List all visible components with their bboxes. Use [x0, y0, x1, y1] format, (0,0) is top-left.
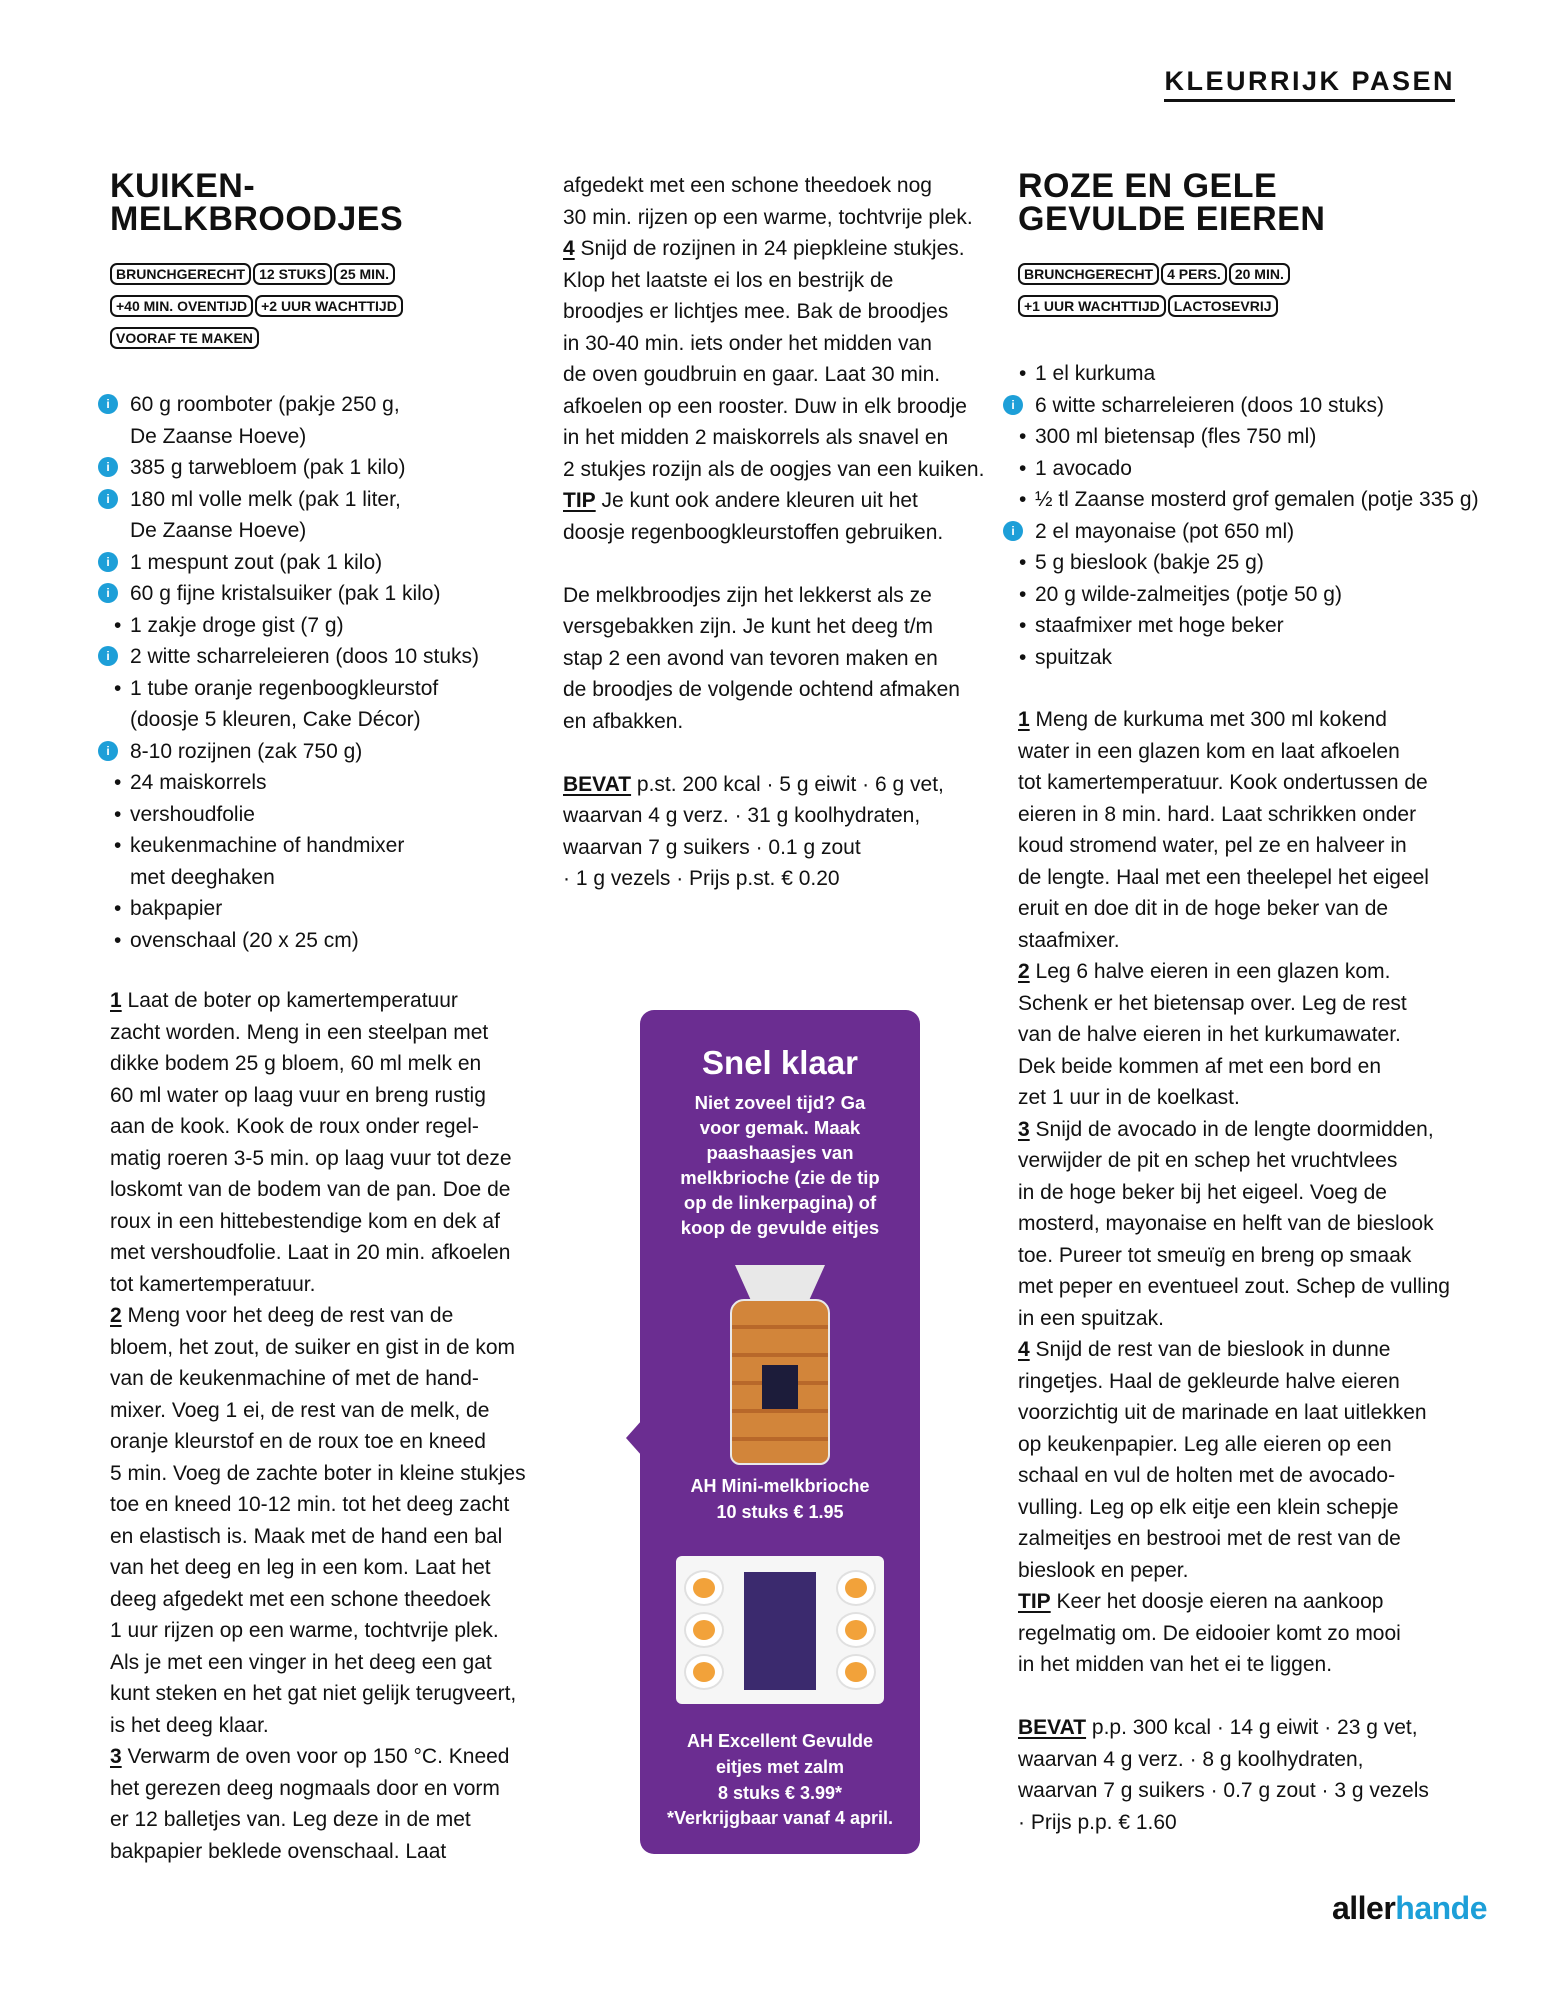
ingredient-item: [100, 893, 540, 925]
tip-label: TIP: [1018, 1590, 1051, 1613]
text-line: Snijd de rozijnen in 24 piepkleine stukjes.: [580, 237, 965, 260]
tag: BRUNCHGERECHT: [1018, 263, 1159, 285]
tip: [1018, 1586, 1488, 1681]
ingredient-line: 180 ml volle melk (pak 1 liter,: [130, 487, 401, 511]
tip: [563, 485, 1003, 548]
ingredient-line: (doosje 5 kleuren, Cake Décor): [130, 708, 421, 731]
recipe2-title-line: ROZE EN GELE: [1018, 167, 1278, 205]
text-line: doosje regenboogkleurstoffen gebruiken.: [563, 520, 944, 544]
ingredient-line: ½ tl Zaanse mosterd grof gemalen (potje 335 g): [1035, 488, 1479, 511]
ingredient-item: [100, 736, 540, 768]
ingredient-line: vershoudfolie: [130, 802, 255, 826]
text-line: de oven goudbruin en gaar. Laat 30 min.: [563, 363, 941, 386]
text-line: 5 min. Voeg de zachte boter in kleine stukjes: [110, 1461, 526, 1485]
ah-basis-icon: i: [98, 394, 118, 414]
text-line: mixer. Voeg 1 ei, de rest van de melk, de: [110, 1398, 490, 1422]
text-line: afkoelen op een rooster. Duw in elk broodje: [563, 394, 967, 418]
ingredient-line: keukenmachine of handmixer: [130, 834, 405, 857]
spacer: [563, 737, 1003, 769]
text-line: toe en kneed 10-12 min. tot het deeg zacht: [110, 1493, 510, 1516]
text-line: schaal en vul de holten met de avocado-: [1018, 1464, 1396, 1487]
text-line: toe. Pureer tot smeuïg en breng op smaak: [1018, 1243, 1412, 1267]
text-line: zet 1 uur in de koelkast.: [1018, 1086, 1240, 1109]
text-line: en afbakken.: [563, 709, 684, 733]
text-line: 1 uur rijzen op een warme, tochtvrije plek.: [110, 1619, 499, 1642]
text-line: paashaasjes van: [706, 1142, 854, 1163]
text-line: Dek beide kommen af met een bord en: [1018, 1054, 1382, 1078]
recipe2-tags: [1018, 263, 1438, 327]
tray-label-graphic: [744, 1572, 816, 1690]
tag: BRUNCHGERECHT: [110, 263, 251, 285]
text-line: en elastisch is. Maak met de hand een bal: [110, 1524, 503, 1548]
recipe2-title-line: GEVULDE EIEREN: [1018, 200, 1326, 238]
promo-title: Snel klaar: [702, 1044, 858, 1081]
recipe1-title-line: KUIKEN-: [110, 167, 256, 205]
ah-basis-icon: i: [1003, 395, 1023, 415]
ah-basis-icon: i: [98, 489, 118, 509]
ah-basis-icon: i: [98, 646, 118, 666]
recipe1-tags: [110, 263, 530, 359]
text-line: verwijder de pit en schep het vruchtvlees: [1018, 1149, 1398, 1172]
text-line: · Prijs p.p. € 1.60: [1018, 1810, 1177, 1834]
brioche-bag-image: [730, 1265, 830, 1465]
filled-eggs-tray-image: [676, 1556, 884, 1704]
text-line: 2 stukjes rozijn als de oogjes van een kuiken.: [563, 457, 985, 481]
egg-image: [838, 1572, 874, 1604]
recipe-note: [563, 580, 1003, 738]
recipe2-ingredients: [1005, 358, 1485, 673]
text-line: op de linkerpagina) of: [683, 1192, 877, 1213]
text-line: het gerezen deeg nogmaals door en vorm: [110, 1776, 500, 1800]
text-line: in 30-40 min. iets onder het midden van: [563, 331, 932, 355]
tag: 4 PERS.: [1161, 263, 1227, 285]
text-line: p.st. 200 kcal · 5 g eiwit · 6 g vet,: [636, 772, 944, 796]
tag: +1 UUR WACHTTIJD: [1018, 295, 1166, 317]
ingredient-item: [100, 799, 540, 831]
ingredient-item: [100, 578, 540, 610]
recipe-step: [1018, 1334, 1488, 1586]
recipe2-steps: [1018, 704, 1488, 1838]
text-line: tot kamertemperatuur. Kook ondertussen de: [1018, 771, 1428, 794]
ingredient-line: De Zaanse Hoeve): [130, 519, 307, 542]
text-line: waarvan 4 g verz. · 8 g koolhydraten,: [1018, 1747, 1364, 1771]
ingredient-item: [1005, 390, 1485, 422]
step-number: 2: [1018, 960, 1030, 983]
text-line: Klop het laatste ei los en bestrijk de: [563, 268, 894, 292]
text-line: in het midden 2 maiskorrels als snavel en: [563, 426, 949, 449]
text-line: Je kunt ook andere kleuren uit het: [601, 489, 918, 512]
ingredient-line: ovenschaal (20 x 25 cm): [130, 928, 359, 952]
ah-basis-icon: i: [98, 583, 118, 603]
tag: +2 UUR WACHTTIJD: [255, 295, 403, 317]
step-number: 4: [563, 237, 575, 260]
text-line: vulling. Leg op elk eitje een klein schepje: [1018, 1495, 1399, 1519]
text-line: Leg 6 halve eieren in een glazen kom.: [1035, 960, 1391, 983]
ingredient-item: [100, 767, 540, 799]
ingredient-line: 60 g roomboter (pakje 250 g,: [130, 393, 400, 416]
text-line: van de keukenmachine of met de hand-: [110, 1367, 479, 1390]
text-line: is het deeg klaar.: [110, 1713, 269, 1737]
ingredient-item: [1005, 453, 1485, 485]
text-line: stap 2 een avond van tevoren maken en: [563, 646, 938, 670]
recipe-step: [1018, 704, 1488, 956]
text-line: Schenk er het bietensap over. Leg de rest: [1018, 991, 1407, 1015]
nutrition: [563, 769, 1003, 895]
ingredient-item: [1005, 516, 1485, 548]
ingredient-line: 1 mespunt zout (pak 1 kilo): [130, 550, 383, 574]
step-continuation: [563, 170, 1003, 233]
recipe1-title-line: MELKBROODJES: [110, 200, 404, 238]
text-line: 30 min. rijzen op een warme, tochtvrije plek.: [563, 205, 973, 229]
bag-label-graphic: [762, 1365, 798, 1409]
text-line: AH Mini-melkbrioche: [690, 1476, 870, 1496]
egg-image: [686, 1572, 722, 1604]
allerhande-logo: [1332, 1890, 1487, 1927]
text-line: Niet zoveel tijd? Ga: [694, 1092, 866, 1113]
text-line: eitjes met zalm: [715, 1757, 845, 1777]
text-line: 10 stuks € 1.95: [716, 1502, 844, 1522]
tag: 25 MIN.: [334, 263, 395, 285]
promo-note: *Verkrijgbaar vanaf 4 april.: [666, 1808, 894, 1828]
ingredient-item: [1005, 547, 1485, 579]
text-line: koud stromend water, pel ze en halveer in: [1018, 834, 1407, 857]
text-line: de lengte. Haal met een theelepel het eigeel: [1018, 865, 1429, 889]
section-label: KLEURRIJK PASEN: [1164, 66, 1455, 102]
text-line: zacht worden. Meng in een steelpan met: [110, 1020, 489, 1044]
ingredient-line: 300 ml bietensap (fles 750 ml): [1035, 425, 1317, 448]
text-line: melkbrioche (zie de tip: [680, 1167, 880, 1188]
text-line: waarvan 7 g suikers · 0.7 g zout · 3 g vezels: [1018, 1779, 1429, 1802]
text-line: bieslook en peper.: [1018, 1558, 1189, 1582]
text-line: in een spuitzak.: [1018, 1306, 1164, 1330]
ingredient-line: 8-10 rozijnen (zak 750 g): [130, 739, 363, 763]
step-number: 2: [110, 1304, 122, 1327]
text-line: versgebakken zijn. Je kunt het deeg t/m: [563, 615, 934, 638]
text-line: Snijd de rest van de bieslook in dunne: [1035, 1338, 1391, 1361]
promo-product-1: [650, 1473, 910, 1525]
text-line: aan de kook. Kook de roux onder regel-: [110, 1115, 479, 1138]
text-line: voor gemak. Maak: [699, 1117, 861, 1138]
recipe-step: [110, 1741, 550, 1867]
ingredient-item: [100, 925, 540, 957]
recipe1-title: [110, 167, 404, 238]
ingredient-line: De Zaanse Hoeve): [130, 424, 307, 448]
spacer: [563, 548, 1003, 580]
nutrition-label: BEVAT: [563, 772, 632, 796]
logo-part: aller: [1331, 1890, 1396, 1926]
text-line: er 12 balletjes van. Leg deze in de met: [110, 1808, 471, 1831]
step-number: 3: [1018, 1117, 1030, 1141]
text-line: van de halve eieren in het kurkumawater.: [1018, 1023, 1401, 1046]
logo-part: hande: [1395, 1890, 1487, 1926]
ingredient-line: bakpapier: [130, 897, 223, 920]
step-number: 1: [1018, 708, 1030, 731]
recipe-step: [1018, 1114, 1488, 1335]
text-line: Keer het doosje eieren na aankoop: [1056, 1590, 1384, 1613]
text-line: regelmatig om. De eidooier komt zo mooi: [1018, 1621, 1401, 1645]
nutrition-label: BEVAT: [1018, 1716, 1087, 1739]
text-line: afgedekt met een schone theedoek nog: [563, 174, 932, 197]
recipe-step: [563, 233, 1003, 485]
text-line: op keukenpapier. Leg alle eieren op een: [1018, 1432, 1392, 1456]
text-line: 60 ml water op laag vuur en breng rustig: [110, 1083, 486, 1107]
ingredient-line: 24 maiskorrels: [130, 771, 267, 794]
recipe2-title: [1018, 167, 1326, 238]
tag: 12 STUKS: [253, 263, 332, 285]
text-line: Laat de boter op kamertemperatuur: [127, 989, 458, 1012]
ingredient-item: [1005, 358, 1485, 390]
ah-basis-icon: i: [1003, 521, 1023, 541]
ingredient-line: 2 el mayonaise (pot 650 ml): [1035, 519, 1295, 543]
ingredient-line: met deeghaken: [130, 865, 275, 889]
text-line: in de hoge beker bij het eigeel. Voeg de: [1018, 1180, 1387, 1204]
tag: LACTOSEVRIJ: [1168, 295, 1278, 317]
text-line: in het midden van het ei te liggen.: [1018, 1653, 1333, 1676]
step-number: 3: [110, 1745, 122, 1768]
text-line: Verwarm de oven voor op 150 °C. Kneed: [127, 1745, 510, 1768]
text-line: tot kamertemperatuur.: [110, 1272, 316, 1296]
ingredient-line: 2 witte scharreleieren (doos 10 stuks): [130, 645, 479, 668]
ingredient-item: [100, 389, 540, 452]
promo-pointer: [626, 1420, 642, 1456]
text-line: staafmixer.: [1018, 928, 1120, 952]
text-line: Meng voor het deeg de rest van de: [127, 1304, 454, 1327]
egg-image: [838, 1614, 874, 1646]
text-line: De melkbroodjes zijn het lekkerst als ze: [563, 583, 932, 607]
ingredient-line: 1 el kurkuma: [1035, 362, 1156, 385]
step-number: 4: [1018, 1338, 1030, 1361]
text-line: broodjes er lichtjes mee. Bak de broodjes: [563, 300, 949, 323]
text-line: zalmeitjes en bestrooi met de rest van de: [1018, 1527, 1401, 1550]
nutrition: [1018, 1712, 1488, 1838]
text-line: voorzichtig uit de marinade en laat uitlekken: [1018, 1401, 1427, 1424]
ingredient-item: [1005, 642, 1485, 674]
text-line: waarvan 4 g verz. · 31 g koolhydraten,: [563, 804, 921, 827]
text-line: oranje kleurstof en de roux toe en kneed: [110, 1430, 486, 1453]
ingredient-line: 60 g fijne kristalsuiker (pak 1 kilo): [130, 582, 441, 605]
text-line: Als je met een vinger in het deeg een gat: [110, 1650, 492, 1674]
tag: VOORAF TE MAKEN: [110, 327, 259, 349]
recipe1-steps-col1: [110, 985, 550, 1867]
ingredient-line: 1 tube oranje regenboogkleurstof: [130, 676, 439, 700]
egg-image: [686, 1614, 722, 1646]
ingredient-item: [100, 452, 540, 484]
text-line: de broodjes de volgende ochtend afmaken: [563, 678, 960, 701]
ingredient-item: [100, 484, 540, 547]
egg-image: [838, 1656, 874, 1688]
ingredient-item: [100, 641, 540, 673]
ah-basis-icon: i: [98, 552, 118, 572]
text-line: Snijd de avocado in de lengte doormidden,: [1035, 1117, 1434, 1141]
ingredient-item: [1005, 610, 1485, 642]
ingredient-line: 1 zakje droge gist (7 g): [130, 613, 344, 637]
spacer: [1018, 1681, 1488, 1713]
ingredient-item: [100, 830, 540, 893]
tag: 20 MIN.: [1229, 263, 1290, 285]
text-line: matig roeren 3-5 min. op laag vuur tot deze: [110, 1146, 512, 1170]
text-line: kunt steken en het gat niet gelijk terugveert,: [110, 1682, 517, 1705]
promo-text: [658, 1090, 902, 1240]
ingredient-item: [1005, 484, 1485, 516]
promo-box: [640, 1010, 920, 1854]
text-line: met vershoudfolie. Laat in 20 min. afkoelen: [110, 1241, 511, 1264]
text-line: eruit en doe dit in de hoge beker van de: [1018, 897, 1389, 920]
text-line: AH Excellent Gevulde: [686, 1731, 874, 1751]
text-line: bloem, het zout, de suiker en gist in de kom: [110, 1335, 516, 1359]
ingredient-line: spuitzak: [1035, 645, 1113, 669]
ingredient-item: [100, 610, 540, 642]
promo-product-2: [650, 1728, 910, 1806]
text-line: bakpapier beklede ovenschaal. Laat: [110, 1839, 447, 1863]
text-line: Meng de kurkuma met 300 ml kokend: [1035, 708, 1387, 731]
ah-basis-icon: i: [98, 741, 118, 761]
text-line: waarvan 7 g suikers · 0.1 g zout: [563, 835, 861, 859]
text-line: mosterd, mayonaise en helft van de bieslook: [1018, 1212, 1434, 1235]
text-line: eieren in 8 min. hard. Laat schrikken onder: [1018, 802, 1417, 826]
text-line: roux in een hittebestendige kom en dek af: [110, 1209, 500, 1233]
ingredient-line: 385 g tarwebloem (pak 1 kilo): [130, 456, 406, 479]
text-line: · 1 g vezels · Prijs p.st. € 0.20: [563, 867, 840, 890]
recipe-step: [1018, 956, 1488, 1114]
tag: +40 MIN. OVENTIJD: [110, 295, 253, 317]
text-line: met peper en eventueel zout. Schep de vulling: [1018, 1275, 1450, 1298]
text-line: loskomt van de bodem van de pan. Doe de: [110, 1178, 511, 1201]
text-line: 8 stuks € 3.99*: [717, 1783, 843, 1803]
ingredient-item: [100, 673, 540, 736]
step-number: 1: [110, 989, 122, 1012]
ingredient-line: 6 witte scharreleieren (doos 10 stuks): [1035, 393, 1384, 417]
recipe-step: [110, 1300, 550, 1741]
recipe-step: [110, 985, 550, 1300]
ingredient-line: 5 g bieslook (bakje 25 g): [1035, 551, 1264, 574]
ingredient-line: 20 g wilde-zalmeitjes (potje 50 g): [1035, 582, 1342, 606]
text-line: dikke bodem 25 g bloem, 60 ml melk en: [110, 1052, 482, 1075]
recipe1-ingredients: [100, 389, 540, 956]
text-line: water in een glazen kom en laat afkoelen: [1018, 739, 1400, 763]
text-line: van het deeg en leg in een kom. Laat het: [110, 1556, 491, 1579]
ingredient-item: [1005, 579, 1485, 611]
ingredient-line: staafmixer met hoge beker: [1035, 614, 1284, 637]
ingredient-line: 1 avocado: [1035, 456, 1132, 480]
text-line: koop de gevulde eitjes: [680, 1217, 880, 1238]
ah-basis-icon: i: [98, 457, 118, 477]
tip-label: TIP: [563, 489, 596, 512]
ingredient-item: [1005, 421, 1485, 453]
recipe1-steps-col2: [563, 170, 1003, 895]
ingredient-item: [100, 547, 540, 579]
egg-image: [686, 1656, 722, 1688]
text-line: p.p. 300 kcal · 14 g eiwit · 23 g vet,: [1091, 1716, 1418, 1739]
text-line: ringetjes. Haal de gekleurde halve eieren: [1018, 1369, 1400, 1393]
text-line: deeg afgedekt met een schone theedoek: [110, 1587, 491, 1611]
